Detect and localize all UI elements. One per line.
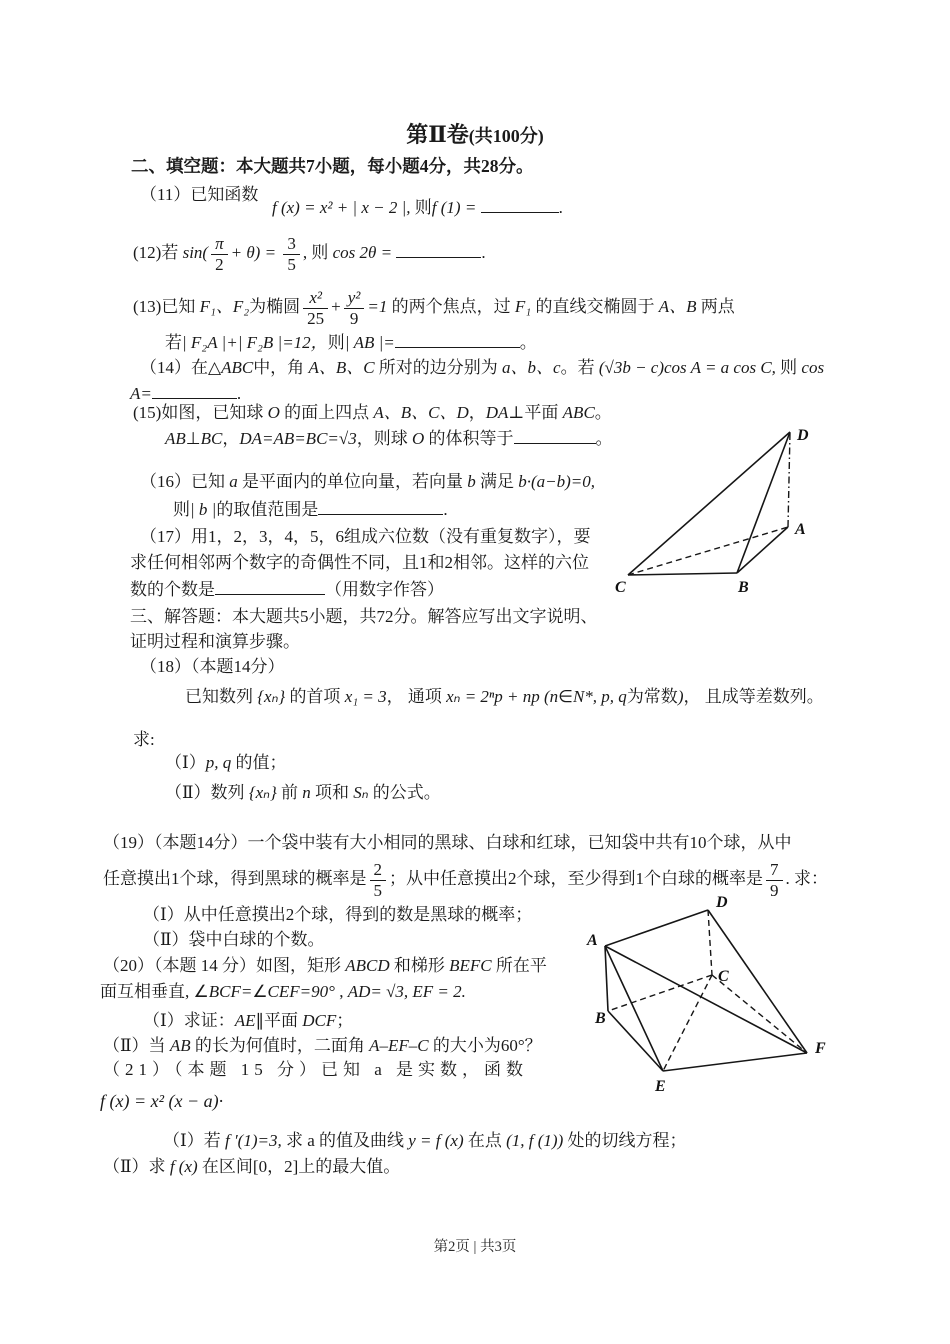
q11-label: （11）已知函数 (140, 185, 259, 204)
fig2-label-D: D (716, 894, 728, 911)
q18-p2-math-3: Sₙ (353, 783, 373, 802)
q15-line2 (165, 428, 613, 449)
q21-p1-cn-3: 在点 (467, 1131, 507, 1150)
q21-p1-cn-4: 处的切线方程； (567, 1131, 687, 1150)
q20-p1-cn-2: 平面 (264, 1011, 303, 1030)
fig2-label-A: A (587, 932, 598, 949)
q12-tail: . (481, 242, 486, 262)
fraction-7-9: $\frac{7}{9}$ (766, 860, 783, 900)
q20-p2-math-2: A–EF–C (369, 1036, 433, 1055)
q15-cn-3: ， (468, 403, 486, 422)
q15-l2-cn-1: ， (222, 429, 240, 448)
q18-p1-math-1: p, q (205, 753, 236, 772)
q14-l2-tail: . (236, 384, 242, 403)
q13-cn-1: (13)已知 (133, 296, 200, 316)
q20-l2-cn-2: , (334, 982, 348, 1001)
q20-p2-math-1: AB (169, 1036, 195, 1055)
q15-line1 (133, 402, 612, 423)
q18-math-1: {xₙ} (257, 687, 290, 706)
q21-p2-math-1: f (x) (169, 1157, 202, 1176)
q12-line (133, 234, 486, 274)
fraction-pi-2: $\frac{\pi}{2}$ (211, 234, 228, 274)
q13-cn-5: 两点 (700, 296, 735, 316)
q15-l2-cn-3: 的体积等于 (428, 429, 514, 448)
q16-l2-cn-1: 则 (173, 500, 190, 519)
q14-math-5: cos (801, 358, 825, 377)
q13-l2-cn-1: 若 (165, 333, 182, 352)
q20-p1-cn-3: ； (336, 1011, 354, 1030)
q21-p1-cn-2: 求 a 的值及曲线 (285, 1131, 409, 1150)
q19-line1: （19）（本题14分）一个袋中装有大小相同的黑球、白球和红球，已知袋中共有10个球，从中 (103, 833, 792, 852)
fig2-label-B: B (595, 1010, 606, 1027)
q16-l2-tail: . (443, 500, 448, 519)
page-title-paren: (共100分) (468, 126, 544, 146)
q18-p2-cn-2: 前 (281, 783, 303, 802)
q14-cn-4: 。若 (560, 358, 599, 377)
q14-cn-5: 则 (780, 358, 802, 377)
section-fill-heading: 二、填空题：本大题共7小题，每小题4分，共28分。 (131, 156, 534, 176)
q13-math-4: A、B (658, 296, 701, 316)
q15-cn-1: (15)如图，已知球 (133, 403, 268, 422)
q19-l2-cn-2: ；从中任意摸出2个球，至少得到1个白球的概率是 (389, 868, 763, 888)
q20-cn-3: 所在平 (495, 956, 547, 975)
q18-cn-5: ， 且成等差数列。 (683, 687, 824, 706)
answer-blank (396, 242, 481, 258)
q11-formula (272, 197, 563, 218)
fraction-x2-25: $\frac{\text{x²}}{25}$ (303, 288, 328, 328)
q13-line2 (165, 332, 537, 353)
q17-l3-text-b: （用数字作答） (325, 580, 444, 599)
q21-line1: （21）（本题 15 分）已知 a 是实数，函数 (103, 1060, 529, 1079)
fig1-label-A: A (795, 521, 806, 538)
fig1-label-C: C (615, 579, 626, 596)
q21-part1 (163, 1130, 687, 1151)
q15-l2-math-3: O (411, 429, 429, 448)
answer-blank (215, 579, 325, 595)
fig1-label-B: B (738, 579, 749, 596)
q20-p1-math-2: DCF (302, 1011, 337, 1030)
q19-l2-cn-3: . 求： (785, 868, 828, 888)
q16-math-1: a (229, 472, 242, 491)
q15-cn-4: ⊥平面 (508, 403, 563, 422)
q20-l2-cn-1: 面互相垂直, (100, 982, 194, 1001)
q20-math-1: ABCD (345, 956, 394, 975)
q18-p2-math-1: {xₙ} (248, 783, 281, 802)
q16-cn-3: 满足 (480, 472, 519, 491)
q13-cn-3: 的两个焦点，过 (391, 296, 515, 316)
q15-math-4: ABC (562, 403, 595, 422)
q21-formula: f (x) = x² (x − a)· (100, 1091, 224, 1111)
q18-p1-cn-2: 的值； (235, 753, 287, 772)
q13-l2-tail: 。 (519, 333, 537, 352)
q20-p2-cn-3: 的大小为60°？ (432, 1036, 542, 1055)
q12-math-1: sin( (182, 242, 209, 262)
q15-math-2: A、B、C、D (369, 403, 469, 422)
q16-line1 (140, 471, 595, 492)
q17-line1: （17）用1，2，3，4，5，6组成六位数（没有重复数字），要 (140, 527, 591, 546)
q20-p1-cn-1: （Ⅰ）求证： (143, 1011, 235, 1030)
q18-cn-4: 为常数 (626, 687, 678, 706)
q18-p2-cn-3: 项和 (315, 783, 354, 802)
q18-label: （18）（本题14分） (140, 657, 285, 676)
q13-l2-cn-2: 则 (327, 333, 345, 352)
q13-cn-4: 的直线交椭圆于 (535, 296, 659, 316)
q20-l2-math-2: AD= √3, EF = 2. (347, 982, 466, 1001)
q14-cn-3: 所对的边分别为 (378, 358, 503, 377)
fraction-2-5: $\frac{2}{5}$ (370, 860, 387, 900)
q13-plus: + (331, 296, 341, 316)
q19-l2-cn-1: 任意摸出1个球，得到黑球的概率是 (103, 868, 367, 888)
q13-math-1: F₁、F₂ (199, 296, 250, 316)
q18-p2-math-2: n (302, 783, 315, 802)
figure-q20-solid (585, 893, 870, 1113)
q11-math-2: f (1) = (431, 198, 481, 217)
q12-cn-2: , 则 (302, 242, 333, 262)
q14-math-3: a、b、c (502, 358, 561, 377)
q21-p1-math-3: (1, f (1)) (506, 1131, 568, 1150)
page-title (0, 121, 950, 149)
q15-math-3: DA (485, 403, 509, 422)
fraction-y2-9: $\frac{\text{y²}}{9}$ (344, 288, 365, 328)
q20-part1 (143, 1010, 353, 1031)
q20-cn-2: 和梯形 (393, 956, 450, 975)
q17-line2: 求任何相邻两个数字的奇偶性不同，且1和2相邻。这样的六位 (130, 553, 589, 572)
answer-blank (152, 383, 237, 399)
page-title-main: 第Ⅱ卷 (406, 122, 469, 147)
q18-p2-cn-1: （Ⅱ）数列 (165, 783, 249, 802)
q20-cn-1: （20）（本题 14 分）如图，矩形 (103, 956, 346, 975)
q11-tail: . (558, 198, 563, 217)
q20-p2-cn-1: （Ⅱ）当 (103, 1036, 170, 1055)
q14-math-4: (√3b − c)cos A = a cos C, (598, 358, 781, 377)
q21-p1-cn-1: （Ⅰ）若 (163, 1131, 225, 1150)
q18-cn-1: 已知数列 (185, 687, 258, 706)
fig2-label-F: F (815, 1040, 826, 1057)
q19-part2: （Ⅱ）袋中白球的个数。 (143, 930, 325, 949)
q15-l2-math-1: AB⊥BC (165, 429, 223, 448)
section-solve-line1: 三、解答题：本大题共5小题，共72分。解答应写出文字说明、 (130, 607, 598, 626)
q18-qiu: 求: (133, 730, 155, 749)
q11-cn-1: 则 (414, 198, 432, 217)
q19-part1: （Ⅰ）从中任意摸出2个球，得到的数是黑球的概率； (143, 905, 533, 924)
q20-l2-math-1: ∠BCF=∠CEF=90° (193, 982, 335, 1001)
q14-l2-math: A= (130, 384, 152, 403)
answer-blank (318, 499, 443, 515)
q21-p2-cn-1: （Ⅱ）求 (103, 1157, 170, 1176)
q21-part2 (103, 1156, 400, 1177)
q20-line1 (103, 955, 547, 976)
q17-line3 (130, 579, 444, 600)
q20-part2 (103, 1035, 542, 1056)
q13-line1 (133, 288, 735, 328)
q13-cn-2: 为椭圆 (249, 296, 301, 316)
q12-math-2: + θ) = (230, 242, 281, 262)
fig1-label-D: D (797, 427, 809, 444)
q18-seq-line (185, 686, 824, 707)
q16-l2-cn-2: 的取值范围是 (216, 500, 319, 519)
q18-math-3: xₙ = 2ⁿp + np (n∈N*, p, q (446, 687, 627, 706)
page-footer: 第2页 | 共3页 (433, 1239, 517, 1255)
q21-p2-cn-2: 在区间[0，2]上的最大值。 (201, 1157, 401, 1176)
q16-line2 (173, 499, 448, 520)
q14-line1 (140, 357, 824, 378)
fig2-label-C: C (718, 968, 729, 985)
q18-p2-cn-4: 的公式。 (372, 783, 441, 802)
answer-blank (395, 332, 520, 348)
q12-cn-1: (12)若 (133, 242, 183, 262)
q18-part1 (165, 752, 286, 773)
q13-l2-math-1: | F₂A |+| F₂B |=12， (182, 333, 328, 352)
q16-cn-1: （16）已知 (140, 472, 230, 491)
q18-part2 (165, 782, 441, 803)
q20-p2-cn-2: 的长为何值时，二面角 (194, 1036, 370, 1055)
fraction-3-5: $\frac{3}{5}$ (283, 234, 300, 274)
q15-cn-5: 。 (594, 403, 612, 422)
answer-blank (481, 197, 559, 213)
q18-math-4: ) (677, 687, 684, 706)
q18-cn-2: 的首项 (289, 687, 345, 706)
q16-math-3: b·(a−b)=0, (518, 472, 596, 491)
q14-cn-2: 中，角 (253, 358, 309, 377)
fig2-label-E: E (655, 1078, 666, 1095)
q11-math-1: f (x) = x² + | x − 2 |, (272, 198, 415, 217)
q21-p1-math-1: f ′(1)=3, (224, 1131, 286, 1150)
q13-l2-math-2: | AB |= (344, 333, 395, 352)
q15-l2-tail: 。 (595, 429, 613, 448)
figure-q15-tetrahedron (615, 418, 830, 603)
q15-l2-cn-2: ，则球 (356, 429, 412, 448)
q14-math-2: A、B、C (308, 358, 379, 377)
q17-l3-text-a: 数的个数是 (130, 580, 215, 599)
q18-cn-3: ， 通项 (386, 687, 447, 706)
q18-p1-cn-1: （Ⅰ） (165, 753, 206, 772)
q16-l2-math-1: | b | (190, 500, 217, 519)
q16-cn-2: 是平面内的单位向量，若向量 (242, 472, 468, 491)
q14-cn-1: （14）在 (140, 358, 208, 377)
q21-p1-math-2: y = f (x) (408, 1131, 468, 1150)
q20-math-2: BEFC (449, 956, 496, 975)
q12-math-3: cos 2θ = (332, 242, 397, 262)
q13-math-3: F₁ (514, 296, 536, 316)
q18-math-2: x₁ = 3 (344, 687, 387, 706)
q14-math-1: △ABC (208, 358, 254, 377)
q15-cn-2: 的面上四点 (284, 403, 370, 422)
section-solve-line2: 证明过程和演算步骤。 (130, 632, 300, 651)
q15-l2-math-2: DA=AB=BC=√3 (239, 429, 357, 448)
q20-p1-math-1: AE∥ (234, 1011, 264, 1030)
q20-line2 (100, 981, 466, 1002)
answer-blank (514, 428, 596, 444)
q16-math-2: b (467, 472, 480, 491)
q13-math-2: =1 (367, 296, 392, 316)
q15-math-1: O (267, 403, 285, 422)
